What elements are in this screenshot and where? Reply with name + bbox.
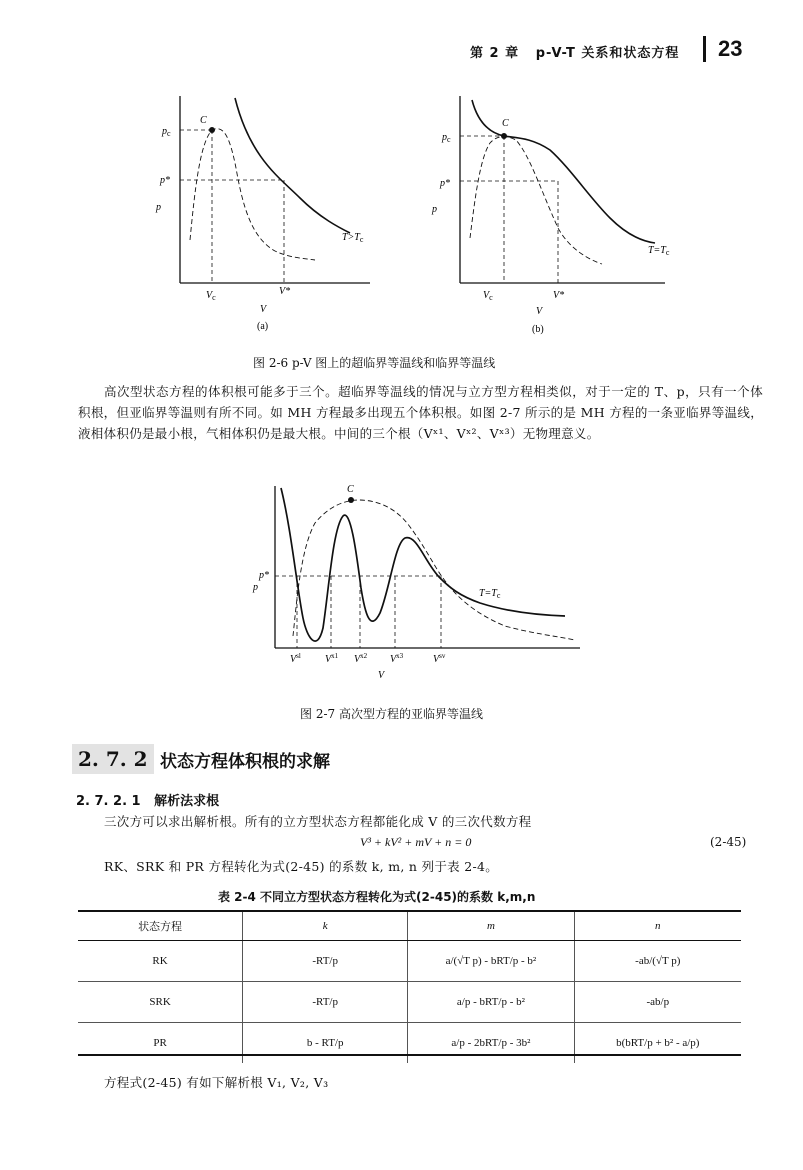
cell-k: b - RT/p	[243, 1023, 408, 1064]
critical-isotherm	[472, 100, 655, 243]
table-row	[78, 1023, 741, 1064]
label-vstar: V*	[279, 286, 291, 297]
table-2-4	[78, 912, 741, 1063]
isotherm-label: $T=T_c$	[479, 588, 501, 600]
figure-2-6b	[420, 88, 690, 338]
label-c: C	[347, 484, 354, 495]
paragraph-2: 三次方可以求出解析根。所有的立方型状态方程都能化成 V 的三次代数方程	[104, 814, 532, 829]
cell-m: a/p - 2bRT/p - 3b²	[408, 1023, 574, 1064]
chapter-label: 第 2 章	[470, 46, 520, 61]
subcritical-isotherm	[281, 488, 565, 641]
cell-name: RK	[78, 941, 243, 982]
header-eos: 状态方程	[78, 912, 243, 941]
figure-2-6a	[140, 88, 400, 333]
label-vstar: V*	[553, 290, 565, 301]
header-k: k	[243, 912, 408, 941]
tick-vx2: $V^{x2}$	[354, 652, 368, 665]
isotherm-label: $T=T_c$	[648, 245, 670, 257]
tick-vsv: $V^{sv}$	[433, 652, 446, 665]
critical-point	[348, 497, 354, 503]
label-pc: $p_c$	[162, 126, 171, 138]
cell-m: a/p - bRT/p - b²	[408, 982, 574, 1023]
page-number: 23	[718, 36, 743, 61]
running-header	[470, 42, 679, 61]
table-caption: 表 2-4 不同立方型状态方程转化为式(2-45)的系数 k,m,n	[218, 890, 536, 904]
table-row	[78, 982, 741, 1023]
label-c: C	[502, 118, 509, 129]
cell-n: b(bRT/p + b² - a/p)	[616, 1037, 700, 1049]
chapter-title: p-V-T 关系和状态方程	[535, 46, 680, 61]
label-pc: $p_c$	[442, 132, 451, 144]
cell-k: -RT/p	[243, 941, 408, 982]
supercritical-isotherm	[235, 98, 350, 233]
axis-label-p: p	[253, 582, 258, 593]
label-vc: $V_c$	[483, 290, 493, 302]
label-c: C	[200, 115, 207, 126]
figure-2-6-caption: 图 2-6 p-V 图上的超临界等温线和临界等温线	[253, 356, 496, 370]
label-vc: $V_c$	[206, 290, 216, 302]
equation-2-45: V³ + kV² + mV + n = 0	[360, 835, 472, 849]
cell-n: -ab/p	[574, 982, 741, 1023]
header-m: m	[408, 912, 574, 941]
cell-name: PR	[78, 1023, 243, 1064]
section-number: 2. 7. 2	[72, 744, 154, 774]
tick-vx3: $V^{x3}$	[390, 652, 404, 665]
tick-vx1: $V^{x1}$	[325, 652, 339, 665]
panel-label-b: (b)	[532, 324, 544, 335]
paragraph-4: 方程式(2-45) 有如下解析根 V₁, V₂, V₃	[104, 1075, 329, 1090]
cell-k: -RT/p	[243, 982, 408, 1023]
tick-vsl: $V^{sl}$	[290, 652, 301, 665]
axis-label-v: V	[536, 306, 543, 317]
panel-label-a: (a)	[257, 321, 269, 332]
figure-2-7-caption: 图 2-7 高次型方程的亚临界等温线	[300, 707, 483, 721]
equation-number: (2-45)	[710, 835, 747, 849]
subsection-heading: 2. 7. 2. 1 解析法求根	[76, 794, 220, 809]
saturation-dome	[470, 137, 602, 264]
figure-2-7	[245, 478, 590, 688]
paragraph-1: 高次型状态方程的体积根可能多于三个。超临界等温线的情况与立方型方程相类似，对于一定的 T、p，只有一个体积根，但亚临界等温则有所不同。如 MH 方程最多出现五个体积根。如图 2-7 所示的是 MH 方程的一条亚临界等温线，液相体积仍是最小根，气相体积仍是最大根。中间的三个根（Vˣ¹、Vˣ²、Vˣ³）无物理意义。	[78, 384, 763, 441]
header-n: n	[574, 912, 741, 941]
section-title: 状态方程体积根的求解	[160, 752, 330, 772]
critical-point	[209, 127, 215, 133]
cell-name: SRK	[78, 982, 243, 1023]
critical-point	[501, 133, 507, 139]
cell-m: a/(√T p) - bRT/p - b²	[408, 941, 574, 982]
label-pstar: p*	[440, 178, 450, 189]
axis-label-v: V	[260, 304, 267, 315]
isotherm-label: $T>T_c$	[342, 232, 364, 244]
header-divider	[703, 36, 706, 62]
axis-label-p: p	[156, 202, 161, 213]
axis-label-p: p	[432, 204, 437, 215]
paragraph-3: RK、SRK 和 PR 方程转化为式(2-45) 的系数 k, m, n 列于表 2-4。	[104, 859, 499, 874]
label-pstar: p*	[259, 570, 269, 581]
table-row	[78, 941, 741, 982]
label-pstar: p*	[160, 175, 170, 186]
table-bottom-rule	[78, 1054, 741, 1056]
axis-label-v: V	[378, 670, 385, 681]
cell-n: -ab/(√T p)	[574, 941, 741, 982]
